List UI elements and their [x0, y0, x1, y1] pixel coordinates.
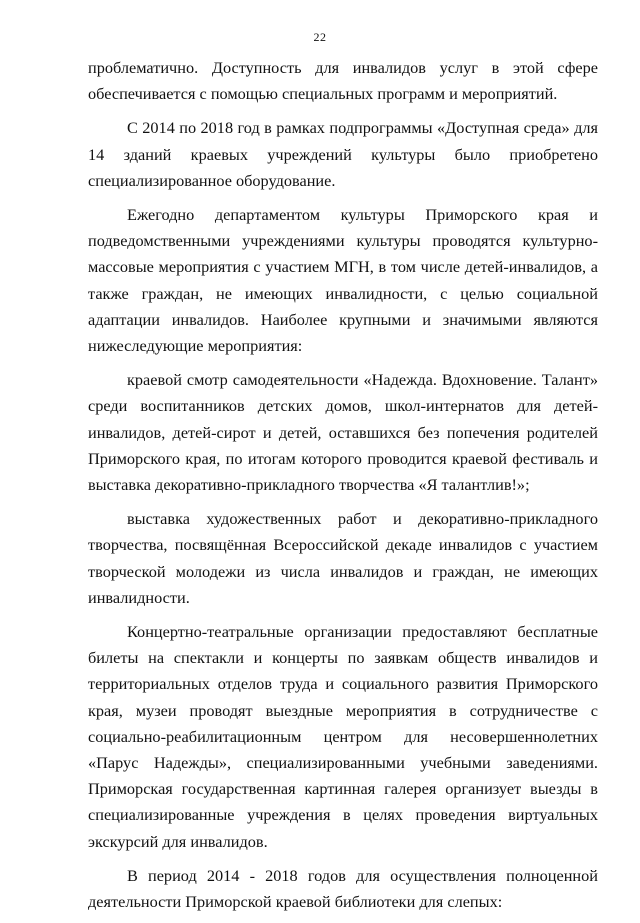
document-body	[88, 55, 598, 923]
paragraph-library-for-blind: В период 2014 - 2018 годов для осуществления полноценной деятельности Приморской краевой библиотеки для слепых:	[88, 865, 598, 912]
paragraph-regional-review: краевой смотр самодеятельности «Надежда. Вдохновение. Талант» среди воспитанников детских домов, школ-интернатов для детей-инвалидов, детей-сирот и детей, оставшихся без попечения родителей Приморского края, по итогам которого проводится краевой фестиваль и выставка декоративно-прикладного творчества «Я талантлив!»;	[88, 370, 598, 495]
paragraph-art-exhibition: выставка художественных работ и декоративно-прикладного творчества, посвящённая Всероссийской декаде инвалидов с участием творческой молодежи из числа инвалидов и граждан, не имеющих инвалидности.	[88, 509, 598, 607]
paragraph-continued-accessibility: проблематично. Доступность для инвалидов услуг в этой сфере обеспечивается с помощью специальных программ и мероприятий.	[88, 58, 598, 104]
page-number: 22	[313, 30, 327, 44]
paragraph-concert-organizations: Концертно-театральные организации предоставляют бесплатные билеты на спектакли и концерты по заявкам обществ инвалидов и территориальных отделов труда и социального развития Приморского края, музеи проводят выездные мероприятия в сотрудничестве с социально-реабилитационным центром для несовершеннолетних «Парус Надежды», специализированными учебными заведениями. Приморская государственная картинная галерея организует выезды в специализированные учреждения в целях проведения виртуальных экскурсий для инвалидов.	[88, 622, 598, 851]
paragraph-accessible-environment: С 2014 по 2018 год в рамках подпрограммы «Доступная среда» для 14 зданий краевых учреждений культуры было приобретено специализированное оборудование.	[88, 118, 598, 190]
paragraph-annual-events: Ежегодно департаментом культуры Приморского края и подведомственными учреждениями культуры проводятся культурно-массовые мероприятия с участием МГН, в том числе детей-инвалидов, а также граждан, не имеющих инвалидности, с целью социальной адаптации инвалидов. Наиболее крупными и значимыми являются нижеследующие мероприятия:	[88, 205, 598, 356]
